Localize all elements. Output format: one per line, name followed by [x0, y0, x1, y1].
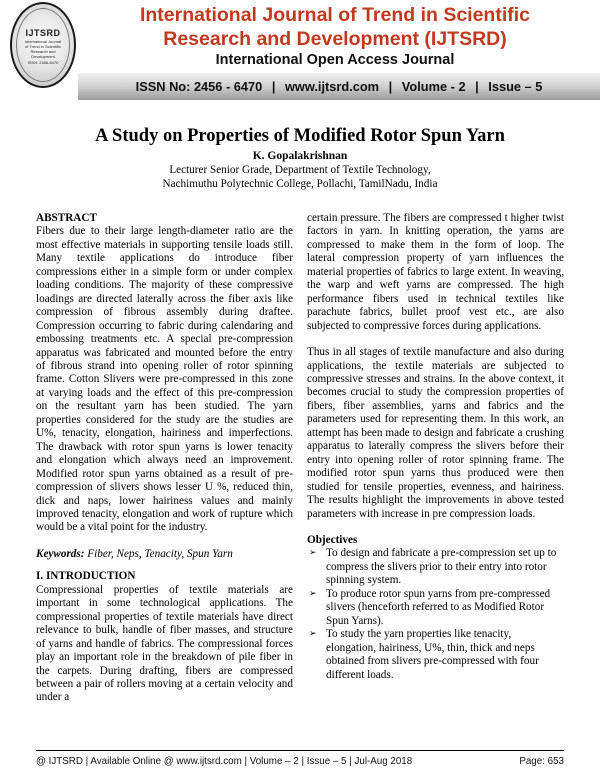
journal-website-link[interactable]: www.ijtsrd.com [284, 79, 380, 94]
arrow-bullet-icon: ➢ [309, 588, 317, 599]
affiliation-line1: Lecturer Senior Grade, Department of Textile Technology, [169, 164, 431, 176]
author-name: K. Gopalakrishnan [252, 150, 348, 162]
footer-divider [36, 750, 564, 751]
introduction-heading: I. INTRODUCTION [36, 570, 136, 583]
journal-title-line2: Research and Development (IJTSRD) [163, 28, 507, 50]
spacer [307, 521, 564, 534]
list-item [307, 547, 564, 587]
volume-label: Volume - 2 [401, 79, 466, 94]
introduction-paragraph-1-continued: certain pressure. The fibers are compressed t higher twist factors in yarn. In knitting operation, the yarns are compressed to make them in the form of loop. The lateral compression property of yarn influences the material properties of fabrics to large extent. In weaving, the warp and weft yarns are compressed. The high performance fibers used in technical textiles like parachute fabrics, bullet proof vest etc., are also subjected to compressive forces during applications. [307, 212, 564, 332]
right-column [307, 212, 564, 682]
journal-subtitle: International Open Access Journal [215, 52, 455, 68]
introduction-paragraph-1: Compressional properties of textile materials are important in some technological applications. The compressional properties of textile materials have direct relevance to bulk, handle of fiber masses, and structure of yarns and handle of fabrics. The compressional forces play an important role in the breakdown of pile fiber in the carpets. During drafting, fibers are compressed between a pair of rollers moving at a certain velocity and under a [36, 583, 293, 704]
arrow-bullet-icon: ➢ [309, 548, 317, 559]
journal-seal-logo [10, 2, 76, 88]
spacer [36, 535, 293, 548]
left-column [36, 212, 293, 705]
keywords-line [36, 548, 293, 561]
logo-acronym: IJTSRD [25, 28, 61, 38]
paper-title: A Study on Properties of Modified Rotor Spun Yarn [95, 126, 505, 146]
abstract-text: Fibers due to their large length-diameter ratio are the most effective materials in supporting tensile loads still. Many textile applications do introduce fiber compressions either in a simple form or under complex loading conditions. The majority of these compressive loadings are directed laterally across the fiber axis like compression of fibrous assembly during draftee. Compression occurring to fabric during calendaring and embossing treatments etc. A special pre-compression apparatus was fabricated and mounted before the entry of fibrous strand into opening roller of rotor spinning frame. Cotton Slivers were pre-compressed in this zone at varying loads and the effect of this pre-compression on the resultant yarn has been studied. The yarn properties considered for the study are the studies are U%, tenacity, elongation, hairiness and imperfections. The drawback with rotor spun yarns is lower tenacity and elongation which always need an improvement. Modified rotor spun yarns obtained as a result of pre-compression of slivers shows lesser U %, reduced thin, dick and naps, lower hairiness values and mainly improved tenacity, elongation and work of rupture which would be a vital point for the industry. [36, 225, 293, 534]
abstract-heading: ABSTRACT [36, 212, 97, 224]
spacer [36, 561, 293, 570]
logo-issn: ISSN: 2456-6470 [27, 60, 59, 65]
keywords-value: Fiber, Neps, Tenacity, Spun Yarn [87, 547, 233, 560]
introduction-paragraph-2: Thus in all stages of textile manufacture and also during applications, the textile materials are subjected to compressive stresses and strains. In the above context, it becomes crucial to study the compression properties of fibers, fiber assemblies, yarns and fabrics and the parameters used for representing them. In this work, an attempt has been made to design and fabricate a crushing apparatus to laterally compress the slivers before their entry into opening roller of rotor spinning frame. The modified rotor spun yarns thus produced were then studied for tensile properties, evenness, and hairiness. The results highlight the improvements in above tested parameters with increase in pre compression loads. [307, 346, 564, 520]
author-affiliation [0, 163, 600, 191]
journal-title-line1: International Journal of Trend in Scientific [139, 4, 531, 26]
affiliation-line2: Nachimuthu Polytechnic College, Pollachi, TamilNadu, India [162, 178, 438, 190]
objective-text: To design and fabricate a pre-compression set up to compress the slivers prior to their entry into rotor spinning system. [326, 547, 557, 587]
list-item [307, 628, 564, 682]
objective-text: To study the yarn properties like tenacity, elongation, hairiness, U%, thin, thick and neps obtained from slivers pre-compressed with four different loads. [326, 628, 539, 681]
arrow-bullet-icon: ➢ [309, 629, 317, 640]
journal-title [80, 3, 590, 51]
objectives-heading: Objectives [307, 533, 358, 546]
keywords-label: Keywords: [36, 547, 85, 560]
footer-citation: @ IJTSRD | Available Online @ www.ijtsrd.com | Volume – 2 | Issue – 5 | Jul-Aug 2018 [36, 756, 413, 767]
journal-header [0, 0, 600, 104]
separator: | [388, 79, 393, 94]
separator: | [271, 79, 276, 94]
objectives-list [307, 547, 564, 682]
logo-journal-name: International Journal of Trend in Scientific Research and Development [24, 39, 62, 59]
spacer [307, 333, 564, 346]
page-number: Page: 653 [519, 756, 564, 767]
separator: | [475, 79, 479, 94]
issn-number: ISSN No: 2456 - 6470 [135, 79, 263, 94]
list-item [307, 588, 564, 628]
objective-text: To produce rotor spun yarns from pre-compressed slivers (henceforth referred to as Modified Rotor Spun Yarns). [326, 587, 551, 627]
page-footer [36, 756, 564, 767]
issue-label: Issue – 5 [488, 79, 543, 94]
issn-bar [78, 73, 600, 100]
